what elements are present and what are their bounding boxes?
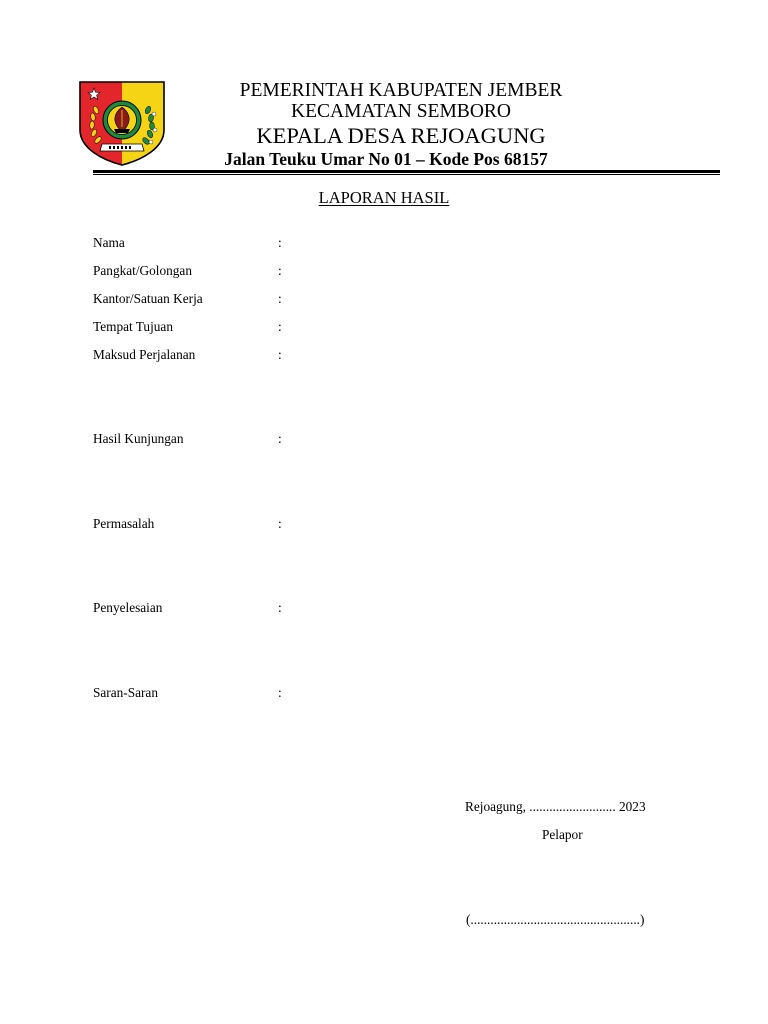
field-tempat-tujuan (93, 318, 693, 338)
field-separator: : (278, 431, 282, 446)
field-separator: : (278, 347, 282, 362)
field-separator: : (278, 319, 282, 334)
field-separator: : (278, 263, 282, 278)
document-title-text: LAPORAN HASIL (318, 188, 450, 207)
field-label: Saran-Saran (93, 685, 158, 700)
field-maksud-perjalanan (93, 346, 693, 366)
field-separator: : (278, 685, 282, 700)
field-label: Pangkat/Golongan (93, 263, 192, 278)
field-label: Kantor/Satuan Kerja (93, 291, 203, 306)
letterhead-line-district: KECAMATAN SEMBORO (290, 101, 511, 122)
field-separator: : (278, 291, 282, 306)
field-saran-saran (93, 684, 693, 704)
document-title (0, 188, 768, 208)
field-separator: : (278, 516, 282, 531)
field-hasil-kunjungan (93, 430, 693, 450)
letterhead-line-regency: PEMERINTAH KABUPATEN JEMBER (239, 80, 563, 101)
field-label: Maksud Perjalanan (93, 347, 196, 362)
field-pangkat-golongan (93, 262, 693, 282)
field-label: Hasil Kunjungan (93, 431, 184, 446)
field-penyelesaian (93, 599, 693, 619)
field-label: Nama (93, 235, 125, 250)
field-separator: : (278, 600, 282, 615)
field-kantor-satuan-kerja (93, 290, 693, 310)
field-label: Tempat Tujuan (93, 319, 173, 334)
letterhead-divider-thick (93, 170, 720, 173)
report-fields (93, 234, 693, 714)
field-separator: : (278, 235, 282, 250)
field-permasalah (93, 515, 693, 535)
letterhead-divider-thin (93, 174, 720, 175)
jember-regency-emblem-icon (78, 80, 166, 166)
letterhead-line-village-head: KEPALA DESA REJOAGUNG (256, 123, 546, 148)
field-nama (93, 234, 693, 254)
field-label: Permasalah (93, 516, 155, 531)
field-label: Penyelesaian (93, 600, 163, 615)
signature-place-date: Rejoagung, .......................... 2023 (465, 799, 646, 814)
signature-role: Pelapor (542, 827, 583, 842)
signature-name-placeholder: (...................................................) (466, 912, 645, 927)
letterhead-address: Jalan Teuku Umar No 01 – Kode Pos 68157 (224, 149, 548, 169)
